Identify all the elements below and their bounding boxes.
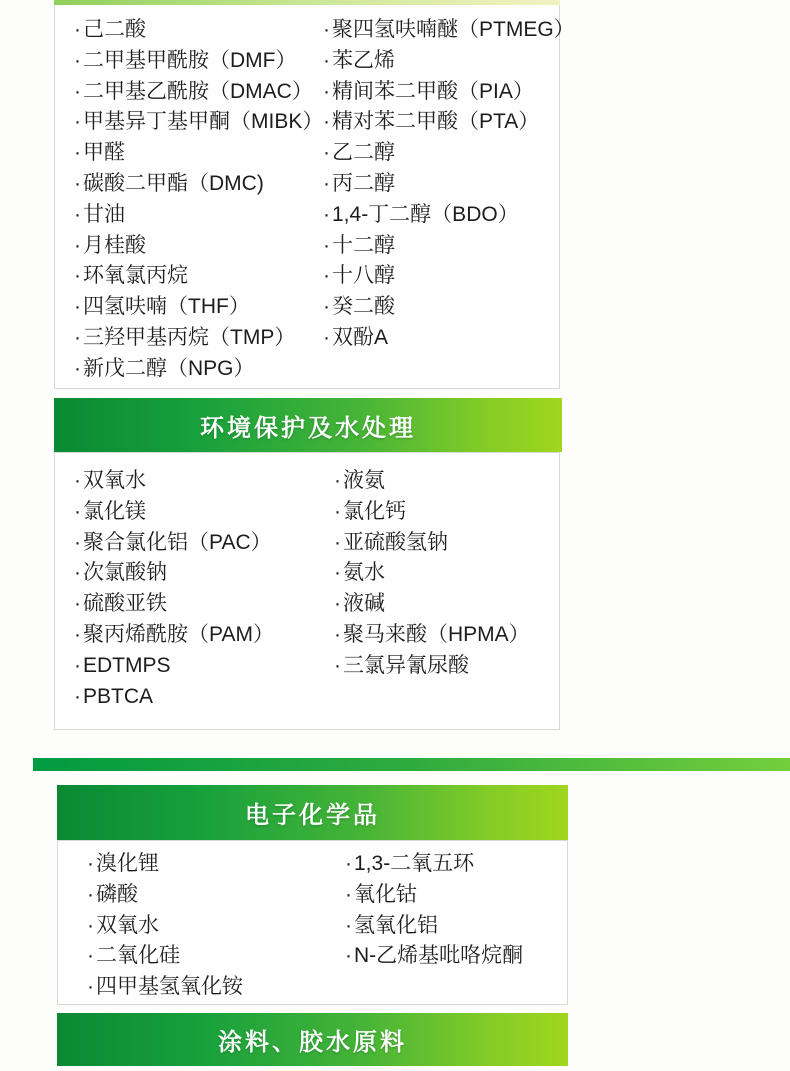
item-label: 甲基异丁基甲酮（MIBK） (83, 110, 324, 134)
bullet-dot: · (74, 233, 81, 257)
section-header-environment-water (54, 398, 562, 452)
item-label: 氧化钴 (354, 882, 417, 906)
list-item (323, 292, 575, 323)
item-label: 十八醇 (332, 264, 395, 288)
item-label: 己二酸 (83, 18, 146, 41)
list-item (345, 849, 523, 880)
item-label: 聚马来酸（HPMA） (343, 622, 530, 646)
bullet-dot: · (74, 110, 81, 134)
bullet-dot: · (345, 913, 352, 937)
bullet-dot: · (334, 622, 341, 646)
item-label: 三氯异氰尿酸 (343, 653, 469, 677)
bullet-dot: · (334, 530, 341, 554)
list-item (334, 528, 530, 559)
bullet-dot: · (74, 684, 81, 708)
bullet-dot: · (74, 141, 81, 165)
bullet-dot: · (323, 233, 330, 257)
item-label: 十二醇 (332, 233, 395, 257)
item-label: 次氯酸钠 (83, 561, 167, 585)
list-item (74, 558, 274, 589)
bullet-dot: · (345, 944, 352, 968)
list-item (334, 651, 530, 682)
item-label: 液氨 (343, 469, 385, 492)
item-label: 环氧氯丙烷 (83, 264, 188, 288)
environment-water-right-column (334, 466, 530, 682)
list-item (323, 261, 575, 292)
list-item (74, 620, 274, 651)
item-label: 精间苯二甲酸（PIA） (332, 79, 534, 103)
list-item (323, 169, 575, 200)
list-item (87, 911, 243, 942)
bullet-dot: · (334, 653, 341, 677)
organic-chemicals-right-column (323, 15, 575, 354)
list-item (74, 200, 323, 231)
bullet-dot: · (345, 852, 352, 875)
list-item (74, 169, 323, 200)
section-electronic-chemicals-list (57, 840, 568, 1005)
section-header-electronic-chemicals (57, 785, 568, 840)
bullet-dot: · (74, 18, 81, 41)
bullet-dot: · (74, 295, 81, 319)
list-item (74, 651, 274, 682)
list-item (323, 46, 575, 77)
list-item (323, 77, 575, 108)
bullet-dot: · (323, 110, 330, 134)
bullet-dot: · (74, 171, 81, 195)
list-item (74, 138, 323, 169)
list-item (345, 941, 523, 972)
environment-water-left-column (74, 466, 274, 712)
bullet-dot: · (323, 18, 330, 41)
item-label: 磷酸 (96, 882, 138, 906)
list-item (74, 323, 323, 354)
bullet-dot: · (74, 79, 81, 103)
list-item (87, 880, 243, 911)
list-item (74, 261, 323, 292)
item-label: 亚硫酸氢钠 (343, 530, 448, 554)
item-label: 液碱 (343, 592, 385, 616)
item-label: 丙二醇 (332, 171, 395, 195)
item-label: N-乙烯基吡咯烷酮 (354, 944, 524, 968)
item-label: 苯乙烯 (332, 48, 395, 72)
list-item (334, 589, 530, 620)
section-header-coating-glue-label: 涂料、胶水原料 (218, 1029, 407, 1056)
bullet-dot: · (334, 561, 341, 585)
item-label: 三羟甲基丙烷（TMP） (83, 325, 296, 349)
item-label: 1,4-丁二醇（BDO） (332, 202, 519, 226)
organic-chemicals-left-column (74, 15, 323, 385)
bullet-dot: · (74, 202, 81, 226)
bullet-dot: · (74, 561, 81, 585)
section-organic-chemicals-list (54, 5, 575, 389)
bullet-dot: · (74, 469, 81, 492)
list-item (74, 231, 323, 262)
bullet-dot: · (323, 202, 330, 226)
item-label: 氯化镁 (83, 499, 146, 523)
list-item (87, 849, 243, 880)
item-label: 双酚A (332, 325, 389, 349)
item-label: 新戊二醇（NPG） (83, 356, 255, 380)
bullet-dot: · (323, 295, 330, 319)
bullet-dot: · (323, 325, 330, 349)
list-item (74, 77, 323, 108)
bullet-dot: · (87, 882, 94, 906)
item-label: 聚丙烯酰胺（PAM） (83, 622, 274, 646)
item-label: 双氧水 (96, 913, 159, 937)
list-item (334, 497, 530, 528)
bullet-dot: · (87, 975, 94, 999)
list-item (74, 15, 323, 46)
list-item (334, 620, 530, 651)
list-item (74, 589, 274, 620)
item-label: 氢氧化铝 (354, 913, 438, 937)
item-label: 双氧水 (83, 469, 146, 492)
green-divider-bar (33, 758, 790, 771)
item-label: 硫酸亚铁 (83, 592, 167, 616)
item-label: 氨水 (343, 561, 385, 585)
electronic-chemicals-left-column (87, 849, 243, 1003)
list-item (74, 528, 274, 559)
bullet-dot: · (74, 325, 81, 349)
bullet-dot: · (74, 264, 81, 288)
bullet-dot: · (323, 48, 330, 72)
list-item (334, 466, 530, 497)
bullet-dot: · (74, 592, 81, 616)
list-item (323, 231, 575, 262)
item-label: 月桂酸 (83, 233, 146, 257)
item-label: 四氢呋喃（THF） (83, 295, 250, 319)
bullet-dot: · (74, 499, 81, 523)
item-label: 聚合氯化铝（PAC） (83, 530, 272, 554)
bullet-dot: · (87, 944, 94, 968)
item-label: 精对苯二甲酸（PTA） (332, 110, 540, 134)
list-item (74, 354, 323, 385)
item-label: 二氧化硅 (96, 944, 180, 968)
list-item (323, 107, 575, 138)
list-item (323, 138, 575, 169)
item-label: 1,3-二氧五环 (354, 852, 475, 875)
item-label: 四甲基氢氧化铵 (96, 975, 243, 999)
bullet-dot: · (74, 530, 81, 554)
bullet-dot: · (74, 356, 81, 380)
item-label: PBTCA (83, 684, 154, 708)
section-environment-water-list (54, 452, 560, 730)
list-item (323, 200, 575, 231)
section-header-electronic-chemicals-label: 电子化学品 (245, 802, 380, 829)
list-item (74, 497, 274, 528)
list-item (323, 323, 575, 354)
item-label: 氯化钙 (343, 499, 406, 523)
list-item (87, 972, 243, 1003)
bullet-dot: · (323, 171, 330, 195)
list-item (323, 15, 575, 46)
item-label: 甲醛 (83, 141, 125, 165)
list-item (345, 911, 523, 942)
bullet-dot: · (334, 469, 341, 492)
bullet-dot: · (323, 264, 330, 288)
item-label: 聚四氢呋喃醚（PTMEG） (332, 18, 575, 41)
list-item (74, 292, 323, 323)
list-item (334, 558, 530, 589)
section-header-coating-glue (57, 1013, 568, 1066)
list-item (74, 107, 323, 138)
list-item (345, 880, 523, 911)
section-header-environment-water-label: 环境保护及水处理 (200, 414, 416, 442)
list-item (74, 46, 323, 77)
bullet-dot: · (87, 852, 94, 875)
bullet-dot: · (87, 913, 94, 937)
list-item (74, 466, 274, 497)
item-label: EDTMPS (83, 653, 171, 677)
bullet-dot: · (334, 592, 341, 616)
bullet-dot: · (74, 48, 81, 72)
item-label: 溴化锂 (96, 852, 159, 875)
bullet-dot: · (74, 622, 81, 646)
bullet-dot: · (334, 499, 341, 523)
item-label: 二甲基乙酰胺（DMAC） (83, 79, 313, 103)
bullet-dot: · (323, 141, 330, 165)
item-label: 二甲基甲酰胺（DMF） (83, 48, 297, 72)
bullet-dot: · (345, 882, 352, 906)
item-label: 乙二醇 (332, 141, 395, 165)
bullet-dot: · (323, 79, 330, 103)
electronic-chemicals-right-column (345, 849, 523, 972)
list-item (74, 682, 274, 713)
item-label: 甘油 (83, 202, 125, 226)
list-item (87, 941, 243, 972)
item-label: 碳酸二甲酯（DMC) (83, 171, 264, 195)
bullet-dot: · (74, 653, 81, 677)
item-label: 癸二酸 (332, 295, 395, 319)
